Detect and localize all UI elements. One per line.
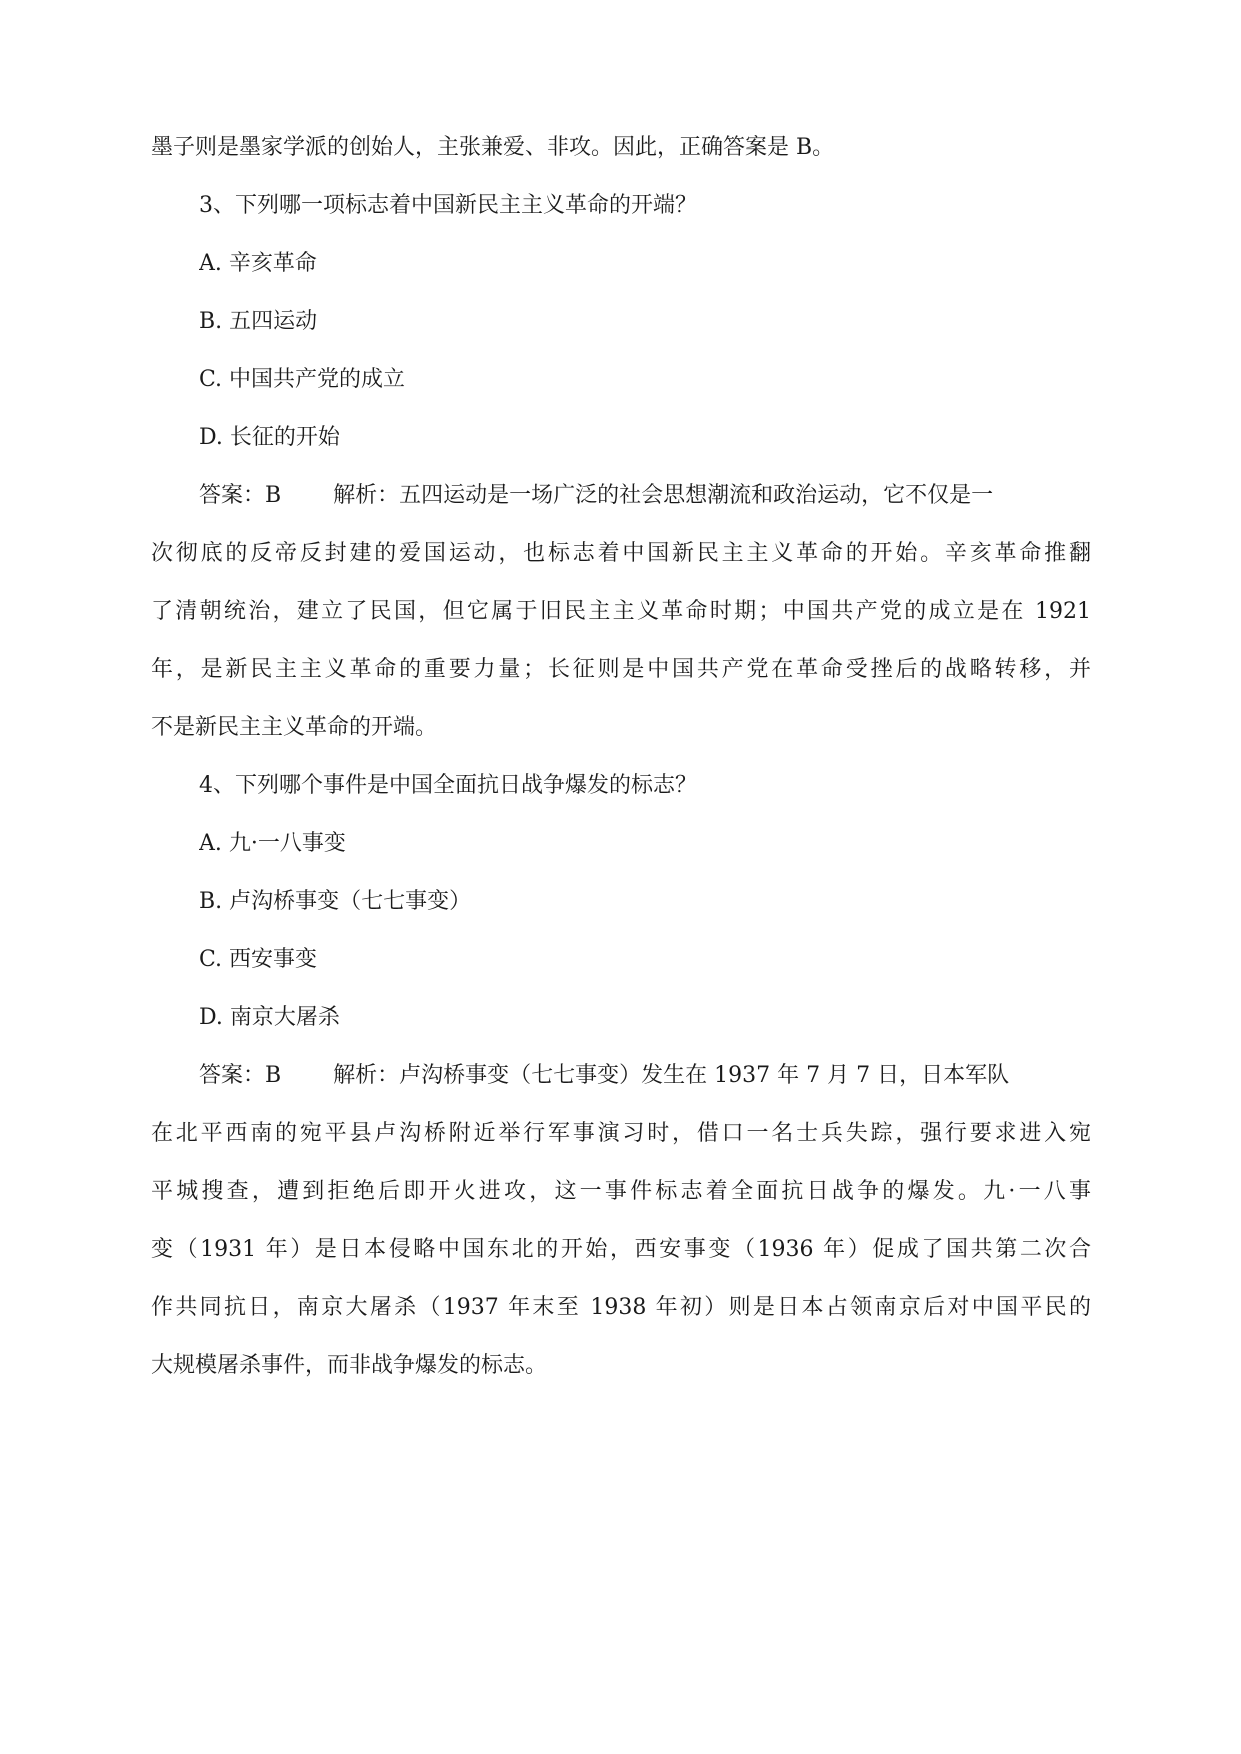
q4-explanation-line-2: 在北平西南的宛平县卢沟桥附近举行军事演习时，借口一名士兵失踪，强行要求进入宛 — [151, 1121, 1091, 1146]
q4-explanation-line-3: 平城搜查，遭到拒绝后即开火进攻，这一事件标志着全面抗日战争的爆发。九·一八事 — [151, 1179, 1091, 1204]
q4-option-d: D. 南京大屠杀 — [199, 1005, 340, 1030]
q4-option-b: B. 卢沟桥事变（七七事变） — [199, 889, 472, 914]
q3-option-d: D. 长征的开始 — [199, 425, 340, 450]
q4-explanation-line-5: 作共同抗日，南京大屠杀（1937 年末至 1938 年初）则是日本占领南京后对中国平民的 — [151, 1295, 1091, 1320]
q3-option-b: B. 五四运动 — [199, 309, 318, 334]
q4-option-c: C. 西安事变 — [199, 947, 318, 972]
q3-option-c: C. 中国共产党的成立 — [199, 367, 406, 392]
q3-explanation-line-4: 年，是新民主主义革命的重要力量；长征则是中国共产党在革命受挫后的战略转移，并 — [151, 657, 1091, 682]
q3-answer-label: 答案：B — [199, 483, 282, 508]
q4-explanation-line-6: 大规模屠杀事件，而非战争爆发的标志。 — [151, 1353, 548, 1378]
q3-explanation-line-2: 次彻底的反帝反封建的爱国运动，也标志着中国新民主主义革命的开始。辛亥革命推翻 — [151, 541, 1091, 566]
question-3: 3、下列哪一项标志着中国新民主主义革命的开端？ — [199, 193, 697, 218]
q3-option-a: A. 辛亥革命 — [199, 251, 317, 276]
q4-answer-label: 答案：B — [199, 1063, 282, 1088]
q4-explanation-line-4: 变（1931 年）是日本侵略中国东北的开始，西安事变（1936 年）促成了国共第二次合 — [151, 1237, 1091, 1262]
intro-line: 墨子则是墨家学派的创始人，主张兼爱、非攻。因此，正确答案是 B。 — [151, 135, 835, 160]
q3-answer-line — [199, 476, 1091, 516]
q4-answer-line — [199, 1056, 1091, 1096]
q4-option-a: A. 九·一八事变 — [199, 831, 346, 856]
q3-explanation-line-3: 了清朝统治，建立了民国，但它属于旧民主主义革命时期；中国共产党的成立是在 1921 — [151, 599, 1091, 624]
q4-explanation-line-1: 解析：卢沟桥事变（七七事变）发生在 1937 年 7 月 7 日，日本军队 — [333, 1063, 1010, 1088]
q3-explanation-line-1: 解析：五四运动是一场广泛的社会思想潮流和政治运动，它不仅是一 — [333, 483, 994, 508]
q3-explanation-line-5: 不是新民主主义革命的开端。 — [151, 715, 438, 740]
question-4: 4、下列哪个事件是中国全面抗日战争爆发的标志？ — [199, 773, 697, 798]
